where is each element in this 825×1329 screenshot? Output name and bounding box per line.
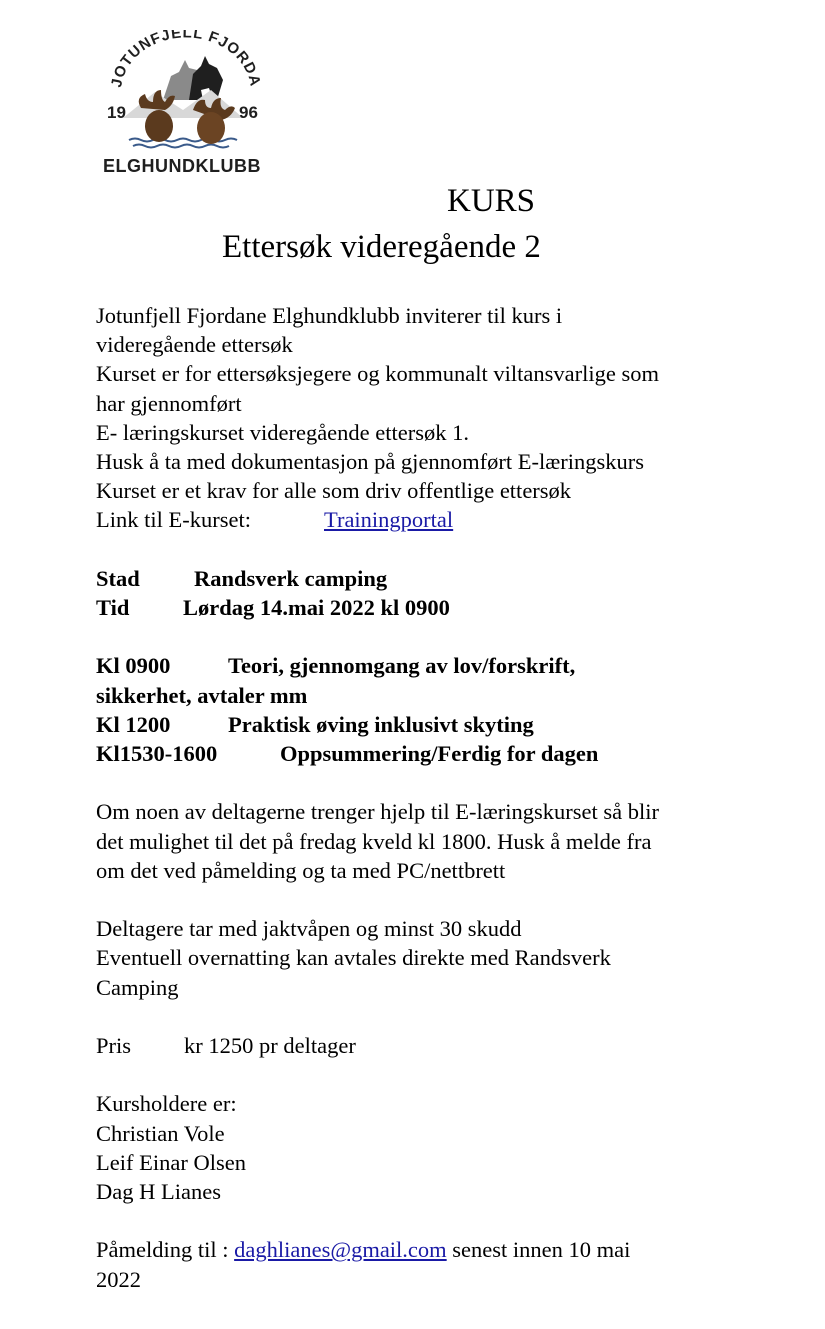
equipment-line: Camping xyxy=(96,974,179,1000)
equipment-line: Eventuell overnatting kan avtales direkte med Randsverk xyxy=(96,945,611,971)
document-body xyxy=(96,301,746,1294)
schedule-time: Kl 1200 xyxy=(96,711,171,737)
instructors-heading: Kursholdere er: xyxy=(96,1091,237,1117)
signup-row xyxy=(96,1235,746,1264)
intro-line: Kurset er for ettersøksjegere og kommunalt viltansvarlige som xyxy=(96,361,659,387)
price-label: Pris xyxy=(96,1033,132,1058)
trainingportal-link[interactable]: Trainingportal xyxy=(324,507,454,533)
help-line: om det ved påmelding og ta med PC/nettbrett xyxy=(96,857,506,883)
schedule-row xyxy=(96,739,746,768)
intro-line: har gjennomført xyxy=(96,390,242,416)
intro-line: E- læringskurset videregående ettersøk 1. xyxy=(96,419,470,445)
place-row xyxy=(96,564,746,593)
schedule-row xyxy=(96,710,746,739)
schedule-time: Kl 0900 xyxy=(96,653,171,679)
intro-line: Husk å ta med dokumentasjon på gjennomført E-læringskurs xyxy=(96,449,645,475)
schedule-text: Praktisk øving inklusivt skyting xyxy=(228,711,534,737)
instructor-name: Leif Einar Olsen xyxy=(96,1149,246,1175)
schedule-text: Oppsummering/Ferdig for dagen xyxy=(280,741,599,767)
place-label: Stad xyxy=(96,565,140,591)
instructor-name: Christian Vole xyxy=(96,1120,225,1146)
logo-year-right: 96 xyxy=(239,103,258,122)
logo-top-text: JOTUNFJELL FJORDA xyxy=(108,30,264,89)
logo-bottom-text: ELGHUNDKLUBB xyxy=(103,156,261,176)
course-title: KURS xyxy=(447,183,536,219)
equipment-line: Deltagere tar med jaktvåpen og minst 30 skudd xyxy=(96,916,522,942)
time-label: Tid xyxy=(96,595,130,621)
club-logo xyxy=(93,30,271,180)
link-row xyxy=(96,505,746,534)
intro-line: Jotunfjell Fjordane Elghundklubb inviterer til kurs i xyxy=(96,303,563,328)
logo-year-left: 19 xyxy=(107,103,126,122)
link-label: Link til E-kurset: xyxy=(96,507,251,533)
time-value: Lørdag 14.mai 2022 kl 0900 xyxy=(183,595,450,621)
club-logo-graphic xyxy=(93,30,271,180)
help-line: Om noen av deltagerne trenger hjelp til E-læringskurset så blir xyxy=(96,799,659,825)
schedule-text: Teori, gjennomgang av lov/forskrift, xyxy=(228,653,576,679)
time-row xyxy=(96,593,746,622)
signup-email-link[interactable]: daghlianes@gmail.com xyxy=(234,1237,447,1263)
schedule-row xyxy=(96,651,746,680)
schedule-time: Kl1530-1600 xyxy=(96,741,218,767)
price-row xyxy=(96,1031,746,1060)
place-value: Randsverk camping xyxy=(194,565,388,591)
intro-line: Kurset er et krav for alle som driv offentlige ettersøk xyxy=(96,478,572,504)
course-subtitle: Ettersøk videregående 2 xyxy=(222,229,541,265)
signup-prefix: Påmelding til : xyxy=(96,1237,229,1263)
moose-right-icon xyxy=(193,98,235,144)
price-value: kr 1250 pr deltager xyxy=(184,1033,356,1058)
signup-year: 2022 xyxy=(96,1266,141,1292)
signup-suffix: senest innen 10 mai xyxy=(452,1237,631,1263)
intro-line: videregående ettersøk xyxy=(96,332,293,358)
instructor-name: Dag H Lianes xyxy=(96,1179,221,1204)
help-line: det mulighet til det på fredag kveld kl 1800. Husk å melde fra xyxy=(96,828,652,854)
schedule-continuation: sikkerhet, avtaler mm xyxy=(96,682,308,708)
